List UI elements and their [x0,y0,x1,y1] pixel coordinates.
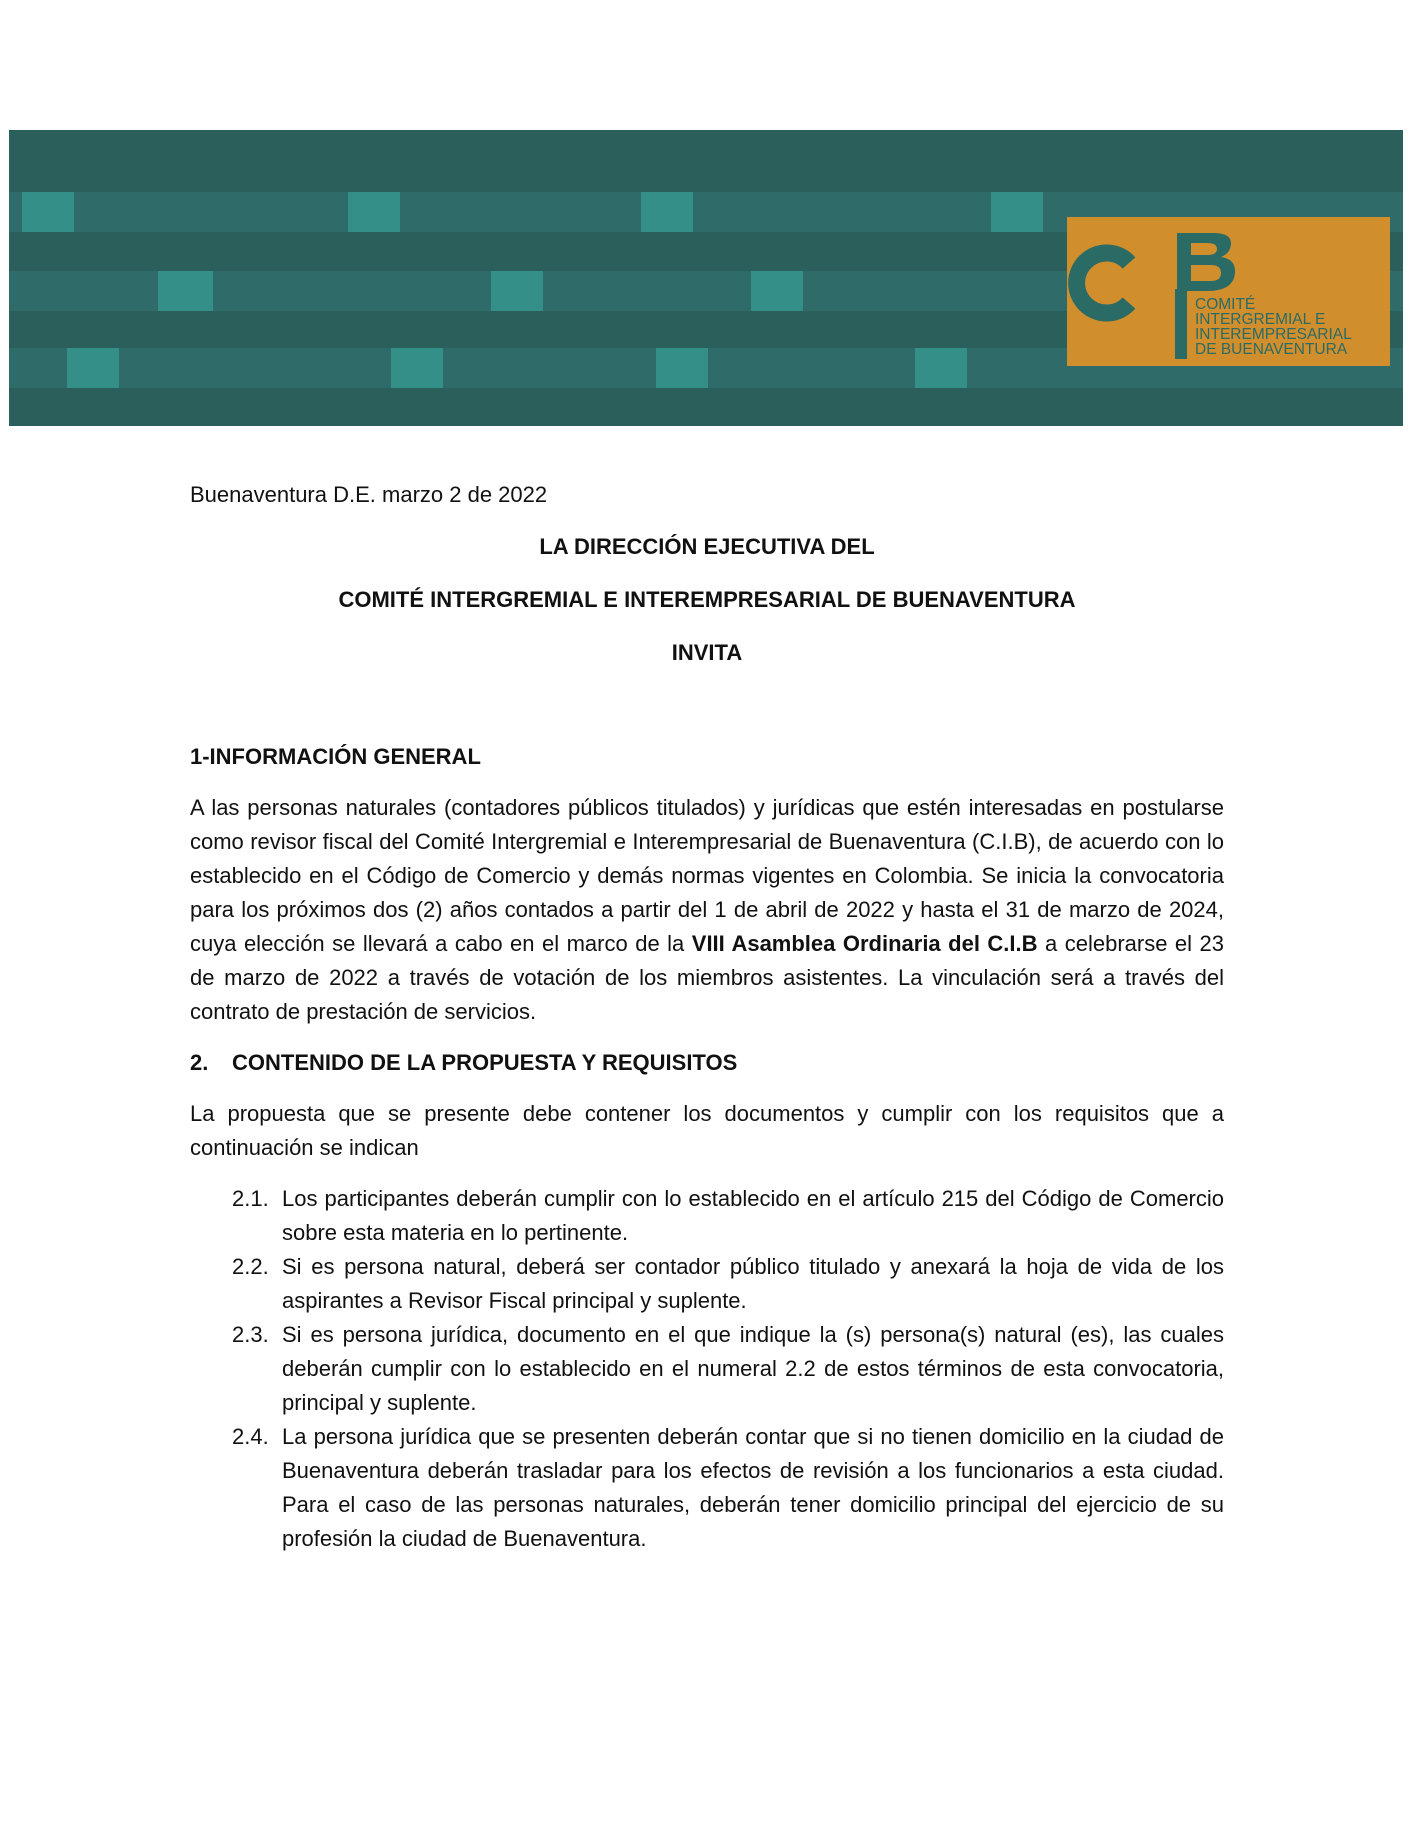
banner-square [158,271,213,311]
title-line: LA DIRECCIÓN EJECUTIVA DEL [539,534,875,559]
paragraph-text: a celebrarse el 23 de marzo de 2022 a través de votación de los miembros asistentes. La vinculación será a través del contrato de prestación de servicios. [190,931,1224,1024]
list-item-text: Si es persona natural, deberá ser contador público titulado y anexará la hoja de vida de los aspirantes a Revisor Fiscal principal y suplente. [282,1254,1224,1313]
banner-square [915,348,967,388]
title-line: COMITÉ INTERGREMIAL E INTEREMPRESARIAL DE BUENAVENTURA [338,587,1076,612]
section-1-paragraph [190,791,1224,1029]
paragraph-text: A las personas naturales (contadores públicos titulados) y jurídicas que estén interesadas en postularse como revisor fiscal del Comité Intergremial e Interempresarial de Buenaventura (C.I.B), de acuerdo con lo establecido en el Código de Comercio y demás normas vigentes en Colombia. Se inicia la convocatoria para los próximos dos (2) años contados a partir del 1 de abril de 2022 y hasta el 31 de marzo de 2024, cuya elección se llevará a cabo en el marco de la [190,795,1224,956]
section-2-intro: La propuesta que se presente debe contener los documentos y cumplir con los requisitos que a continuación se indican [190,1101,1224,1160]
section-2-heading [190,1046,1224,1080]
assembly-name: VIII Asamblea Ordinaria del C.I.B [691,931,1038,956]
document-body [190,478,1224,1556]
title-line: INVITA [671,640,743,665]
date-line: Buenaventura D.E. marzo 2 de 2022 [190,482,548,507]
logo-org-line: COMITÉ [1195,296,1256,313]
header-banner [9,130,1403,426]
logo-letter-c [1077,253,1129,313]
banner-square [656,348,708,388]
banner-square [751,271,803,311]
list-item [190,1420,1224,1556]
cib-logo [1067,217,1390,366]
banner-square [348,192,400,232]
logo-org-line: INTERGREMIAL E [1195,311,1326,328]
list-item-text: Si es persona jurídica, documento en el que indique la (s) persona(s) natural (es), las cuales deberán cumplir con lo establecido en el numeral 2.2 de estos términos de esta convocatoria, principal y suplente. [282,1322,1224,1415]
list-item [190,1182,1224,1250]
section-2-title: CONTENIDO DE LA PROPUESTA Y REQUISITOS [232,1050,738,1075]
banner-square [391,348,443,388]
list-item-text: La persona jurídica que se presenten deberán contar que si no tienen domicilio en la ciudad de Buenaventura deberán trasladar para los efectos de revisión a los funcionarios a esta ciudad. Para el caso de las personas naturales, deberán tener domicilio principal del ejercicio de su profesión la ciudad de Buenaventura. [282,1424,1224,1551]
logo-letter-b [1177,233,1235,291]
banner-square [641,192,693,232]
logo-org-line: DE BUENAVENTURA [1195,341,1348,358]
list-item-number: 2.3. [232,1322,269,1347]
list-item-number: 2.1. [232,1186,269,1211]
list-item [190,1318,1224,1420]
banner-square [991,192,1043,232]
list-item-text: Los participantes deberán cumplir con lo establecido en el artículo 215 del Código de Comercio sobre esta materia en lo pertinente. [282,1186,1224,1245]
list-item-number: 2.2. [232,1254,269,1279]
logo-org-line: INTEREMPRESARIAL [1195,326,1352,343]
logo-letter-i [1175,289,1187,359]
list-item-number: 2.4. [232,1424,269,1449]
banner-square [22,192,74,232]
banner-square [491,271,543,311]
section-1-heading: 1-INFORMACIÓN GENERAL [190,744,481,769]
list-item [190,1250,1224,1318]
banner-square [67,348,119,388]
section-2-number: 2. [190,1050,209,1075]
requirements-list [190,1182,1224,1556]
cib-logo-mark [1067,217,1390,366]
